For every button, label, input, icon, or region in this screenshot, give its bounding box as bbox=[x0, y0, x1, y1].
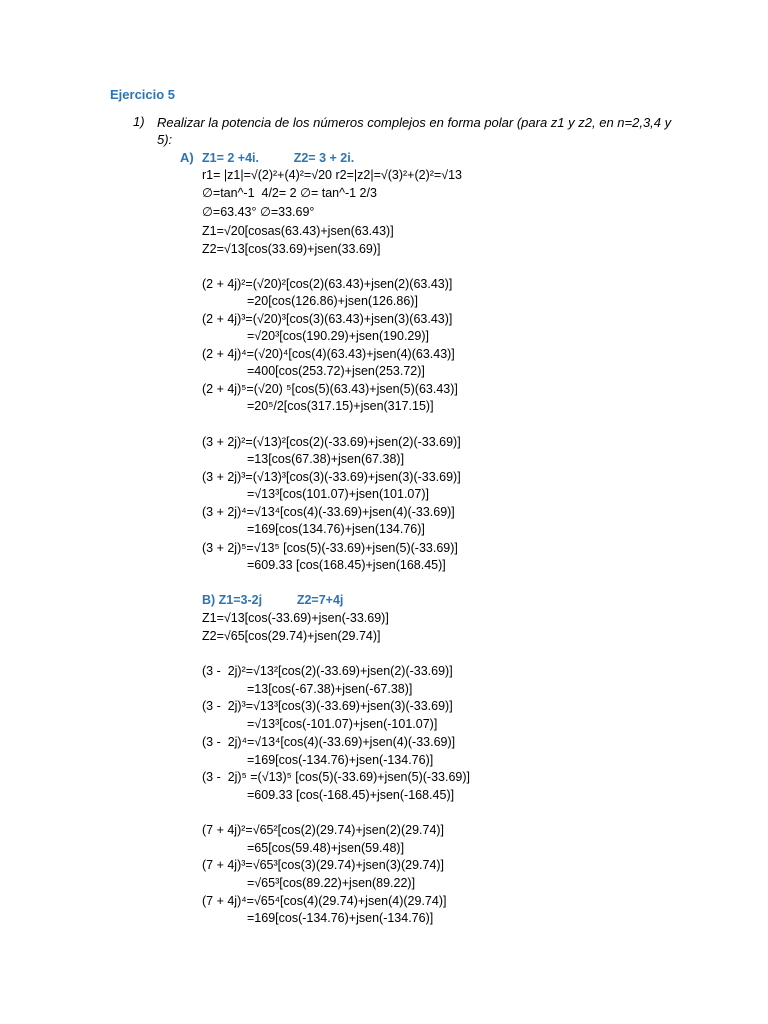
equation-result: =609.33 [cos(-168.45)+jsen(-168.45)] bbox=[247, 788, 455, 802]
equation-line: (7 + 4j)⁴=√65⁴[cos(4)(29.74)+jsen(4)(29.74)] bbox=[202, 894, 447, 908]
equation-result: =13[cos(-67.38)+jsen(-67.38)] bbox=[247, 682, 413, 696]
section-a-line: Z1=√20[cosas(63.43)+jsen(63.43)] bbox=[202, 224, 394, 238]
equation-result: =20[cos(126.86)+jsen(126.86)] bbox=[247, 294, 418, 308]
question-text: Realizar la potencia de los números complejos en forma polar (para z1 y z2, en n=2,3,4 y 5): bbox=[157, 115, 672, 147]
section-a-line: Z2=√13[cos(33.69)+jsen(33.69)] bbox=[202, 242, 381, 256]
equation-result: =13[cos(67.38)+jsen(67.38)] bbox=[247, 452, 405, 466]
equation-result: =169[cos(-134.76)+jsen(-134.76)] bbox=[247, 753, 434, 767]
exercise-heading: Ejercicio 5 bbox=[110, 87, 176, 102]
equation-result: =20⁵/2[cos(317.15)+jsen(317.15)] bbox=[247, 399, 434, 413]
equation-line: (3 + 2j)²=(√13)²[cos(2)(-33.69)+jsen(2)(-33.69)] bbox=[202, 435, 461, 449]
equation-line: (3 - 2j)⁴=√13⁴[cos(4)(-33.69)+jsen(4)(-33.69)] bbox=[202, 735, 456, 749]
equation-result: =√13³[cos(101.07)+jsen(101.07)] bbox=[247, 487, 429, 501]
equation-result: =65[cos(59.48)+jsen(59.48)] bbox=[247, 841, 405, 855]
section-a-line: ∅=63.43° ∅=33.69° bbox=[202, 205, 315, 219]
equation-line: (2 + 4j)³=(√20)³[cos(3)(63.43)+jsen(3)(63.43)] bbox=[202, 312, 453, 326]
question-number: 1) bbox=[133, 114, 145, 129]
equation-line: (3 + 2j)⁴=√13⁴[cos(4)(-33.69)+jsen(4)(-33.69)] bbox=[202, 505, 455, 519]
equation-result: =609.33 [cos(168.45)+jsen(168.45)] bbox=[247, 558, 446, 572]
equation-line: (3 - 2j)²=√13²[cos(2)(-33.69)+jsen(2)(-33.69)] bbox=[202, 664, 453, 678]
equation-line: (3 + 2j)³=(√13)³[cos(3)(-33.69)+jsen(3)(-33.69)] bbox=[202, 470, 461, 484]
section-a-title: Z1= 2 +4i. Z2= 3 + 2i. bbox=[202, 151, 355, 165]
equation-result: =√13³[cos(-101.07)+jsen(-101.07)] bbox=[247, 717, 438, 731]
equation-line: (3 + 2j)⁵=√13⁵ [cos(5)(-33.69)+jsen(5)(-33.69)] bbox=[202, 541, 458, 555]
section-a-line: r1= |z1|=√(2)²+(4)²=√20 r2=|z2|=√(3)²+(2)²=√13 bbox=[202, 168, 462, 182]
equation-line: (2 + 4j)⁵=(√20) ⁵[cos(5)(63.43)+jsen(5)(63.43)] bbox=[202, 382, 458, 396]
section-b-title: B) Z1=3-2j Z2=7+4j bbox=[202, 593, 344, 607]
equation-line: (3 - 2j)⁵ =(√13)⁵ [cos(5)(-33.69)+jsen(5)(-33.69)] bbox=[202, 770, 471, 784]
equation-result: =169[cos(-134.76)+jsen(-134.76)] bbox=[247, 911, 434, 925]
equation-result: =√20³[cos(190.29)+jsen(190.29)] bbox=[247, 329, 429, 343]
equation-result: =400[cos(253.72)+jsen(253.72)] bbox=[247, 364, 425, 378]
equation-result: =169[cos(134.76)+jsen(134.76)] bbox=[247, 522, 425, 536]
section-b-line: Z2=√65[cos(29.74)+jsen(29.74)] bbox=[202, 629, 381, 643]
equation-line: (7 + 4j)³=√65³[cos(3)(29.74)+jsen(3)(29.74)] bbox=[202, 858, 445, 872]
equation-line: (2 + 4j)²=(√20)²[cos(2)(63.43)+jsen(2)(63.43)] bbox=[202, 277, 453, 291]
equation-line: (3 - 2j)³=√13³[cos(3)(-33.69)+jsen(3)(-33.69)] bbox=[202, 699, 453, 713]
section-b-line: Z1=√13[cos(-33.69)+jsen(-33.69)] bbox=[202, 611, 389, 625]
equation-line: (2 + 4j)⁴=(√20)⁴[cos(4)(63.43)+jsen(4)(63.43)] bbox=[202, 347, 455, 361]
equation-result: =√65³[cos(89.22)+jsen(89.22)] bbox=[247, 876, 416, 890]
section-a-letter: A) bbox=[180, 150, 194, 165]
equation-line: (7 + 4j)²=√65²[cos(2)(29.74)+jsen(2)(29.74)] bbox=[202, 823, 445, 837]
section-a-line: ∅=tan^-1 4/2= 2 ∅= tan^-1 2/3 bbox=[202, 186, 377, 200]
